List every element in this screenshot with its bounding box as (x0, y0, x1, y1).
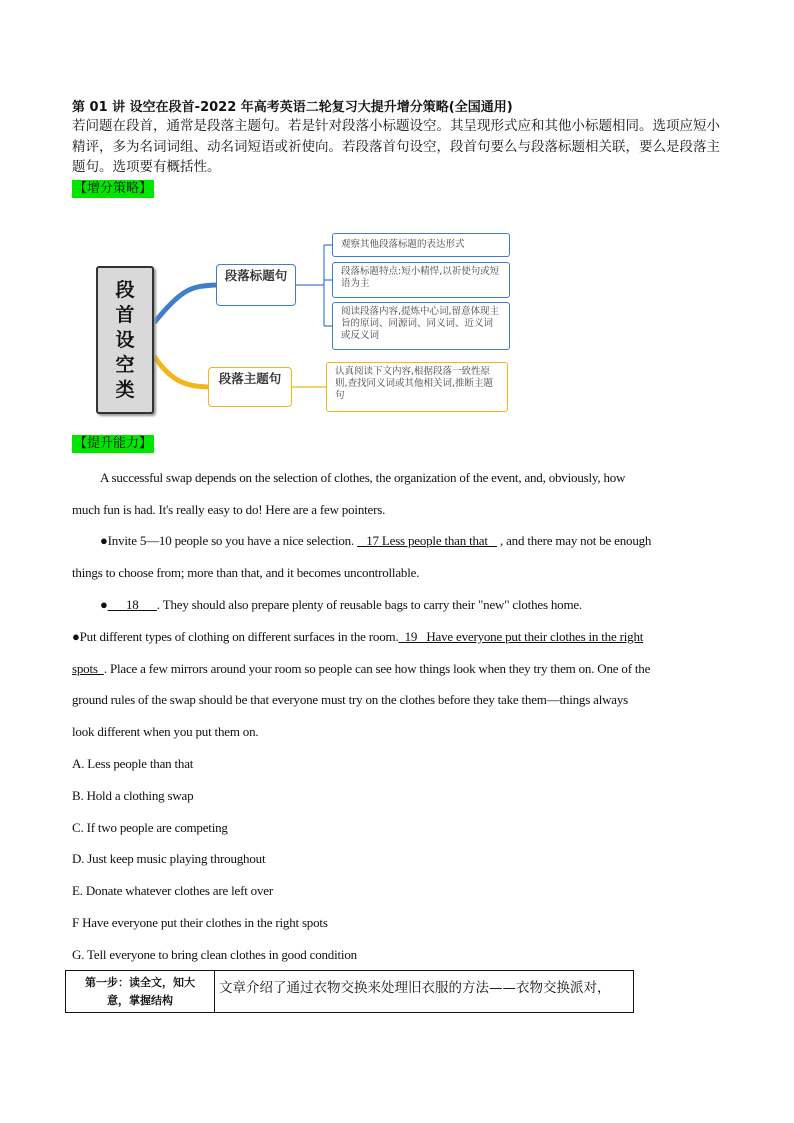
passage-line: much fun is had. It's really easy to do! Here are a few pointers. (72, 502, 386, 517)
page-title: 第 01 讲 设空在段首-2022 年高考英语二轮复习大提升增分策略(全国通用) (72, 100, 513, 115)
option-g: G. Tell everyone to bring clean clothes in good condition (72, 947, 357, 962)
bullet-symbol: ● (100, 597, 108, 612)
step-head-line: 意，掌握结构 (107, 993, 173, 1007)
passage-line: ground rules of the swap should be that everyone must try on the clothes before they take them—things always (72, 692, 629, 707)
node-paragraph-title: 段落标题句 (216, 264, 296, 306)
option-f: F Have everyone put their clothes in the right spots (72, 915, 328, 930)
node-topic-sentence: 段落主题句 (208, 367, 292, 407)
option-e: E. Donate whatever clothes are left over (72, 883, 273, 898)
option-d: D. Just keep music playing throughout (72, 851, 266, 866)
passage-line (72, 629, 732, 645)
passage-line: things to choose from; more than that, and it becomes uncontrollable. (72, 565, 420, 580)
option-b: B. Hold a clothing swap (72, 788, 194, 803)
ability-tag: 【提升能力】 (74, 436, 153, 451)
step-body-cell: 文章介绍了通过衣物交换来处理旧衣服的方法——衣物交换派对， (215, 971, 634, 1013)
leaf-title-features: 段落标题特点:短小精悍,以祈使句或短语为主 (332, 262, 510, 298)
intro-paragraph: 若问题在段首，通常是段落主题句。若是针对段落小标题设空。其呈现形式应和其他小标题相同。选项应短小精评，多为名词词组、动名词短语或祈使向。若段落首句设空，段首句要么与段落标题相关联，要么是段落主题句。选项要有概括性。 (72, 118, 720, 175)
connector-top (154, 285, 216, 323)
bullet-text: ●Put different types of clothing on different surfaces in the room. (72, 629, 399, 644)
passage-line: A successful swap depends on the selection of clothes, the organization of the event, and, obviously, how (100, 470, 626, 485)
step-head-line: 第一步：读全文，知大 (85, 975, 195, 989)
step-head-cell (66, 971, 215, 1013)
leaf-observe-titles: 观察其他段落标题的表达形式 (332, 233, 510, 257)
passage-line: look different when you put them on. (72, 724, 259, 739)
passage-line (72, 661, 732, 677)
passage-line (72, 597, 760, 613)
mind-map (92, 228, 522, 418)
blank-18: 18 (107, 597, 157, 612)
bullet-text: , and there may not be enough (500, 533, 652, 548)
blank-19-cont: spots (72, 661, 104, 676)
strategy-tag: 【增分策略】 (74, 181, 153, 196)
step-table (65, 970, 634, 1013)
blank-19: 19 Have everyone put their clothes in the right (398, 629, 644, 644)
option-a: A. Less people than that (72, 756, 194, 771)
leaf-infer-topic: 认真阅读下文内容,根据段落一致性原则,查找同义词或其他相关词,推断主题句 (326, 362, 508, 412)
leaf-read-content: 阅读段落内容,提炼中心词,留意体现主旨的原词、同源词、同义词、近义词或反义词 (332, 302, 510, 350)
bullet-text: . Place a few mirrors around your room so people can see how things look when they try them on. One of the (103, 661, 651, 676)
branch-top (296, 245, 332, 326)
bullet-text: . They should also prepare plenty of reusable bags to carry their "new" clothes home. (156, 597, 582, 612)
connector-bottom (154, 356, 208, 387)
option-c: C. If two people are competing (72, 820, 228, 835)
mind-map-root: 段首设空类 (96, 266, 154, 414)
blank-17: 17 Less people than that (357, 533, 497, 548)
bullet-text: ●Invite 5—10 people so you have a nice selection. (100, 533, 355, 548)
passage-line (72, 533, 760, 549)
